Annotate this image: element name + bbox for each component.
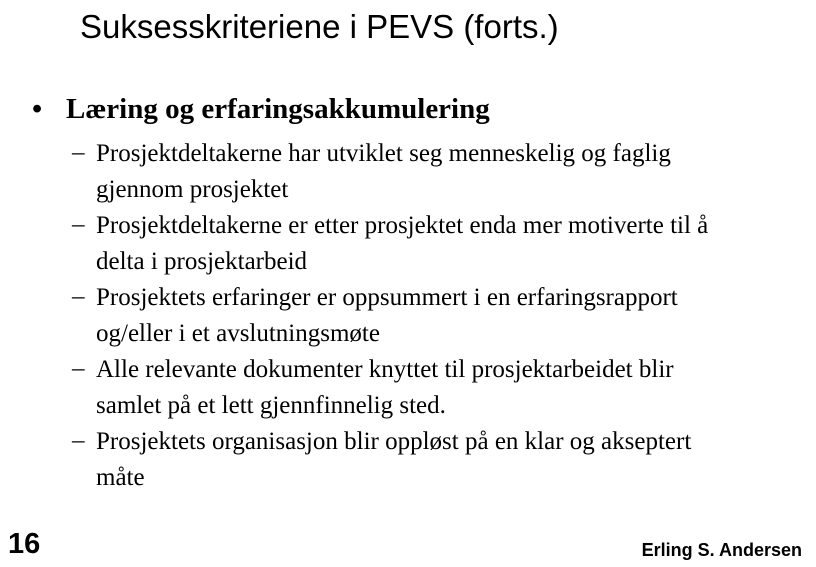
sub-bullet-line: Prosjektets erfaringer er oppsummert i en erfaringsrapport xyxy=(96,284,678,311)
sub-bullet-line: måte xyxy=(96,464,145,491)
sub-bullet-line: delta i prosjektarbeid xyxy=(96,248,308,275)
sub-bullet-line: Prosjektdeltakerne har utviklet seg menneskelig og faglig xyxy=(96,140,671,167)
dash-marker: – xyxy=(72,427,85,454)
author-name: Erling S. Andersen xyxy=(641,540,802,560)
main-bullet xyxy=(32,89,490,129)
sub-bullet-line: gjennom prosjektet xyxy=(96,176,289,203)
sub-bullet-item xyxy=(72,280,708,352)
sub-bullet-item xyxy=(72,136,708,208)
slide-title: Suksesskriteriene i PEVS (forts.) xyxy=(80,8,559,45)
sub-bullet-item xyxy=(72,352,708,424)
sub-bullet-list xyxy=(72,136,708,496)
bullet-dot: • xyxy=(32,93,43,125)
dash-marker: – xyxy=(72,139,85,166)
sub-bullet-line: Prosjektets organisasjon blir oppløst på en klar og akseptert xyxy=(96,428,692,455)
sub-bullet-item xyxy=(72,424,708,496)
sub-bullet-line: Prosjektdeltakerne er etter prosjektet enda mer motiverte til å xyxy=(96,212,709,239)
dash-marker: – xyxy=(72,355,85,382)
page-number: 16 xyxy=(8,528,41,560)
sub-bullet-line: og/eller i et avslutningsmøte xyxy=(96,320,380,347)
sub-bullet-line: samlet på et lett gjennfinnelig sted. xyxy=(96,392,446,419)
dash-marker: – xyxy=(72,211,85,238)
dash-marker: – xyxy=(72,283,85,310)
main-bullet-text: Læring og erfaringsakkumulering xyxy=(66,93,490,125)
sub-bullet-item xyxy=(72,208,708,280)
sub-bullet-line: Alle relevante dokumenter knyttet til prosjektarbeidet blir xyxy=(96,356,674,383)
